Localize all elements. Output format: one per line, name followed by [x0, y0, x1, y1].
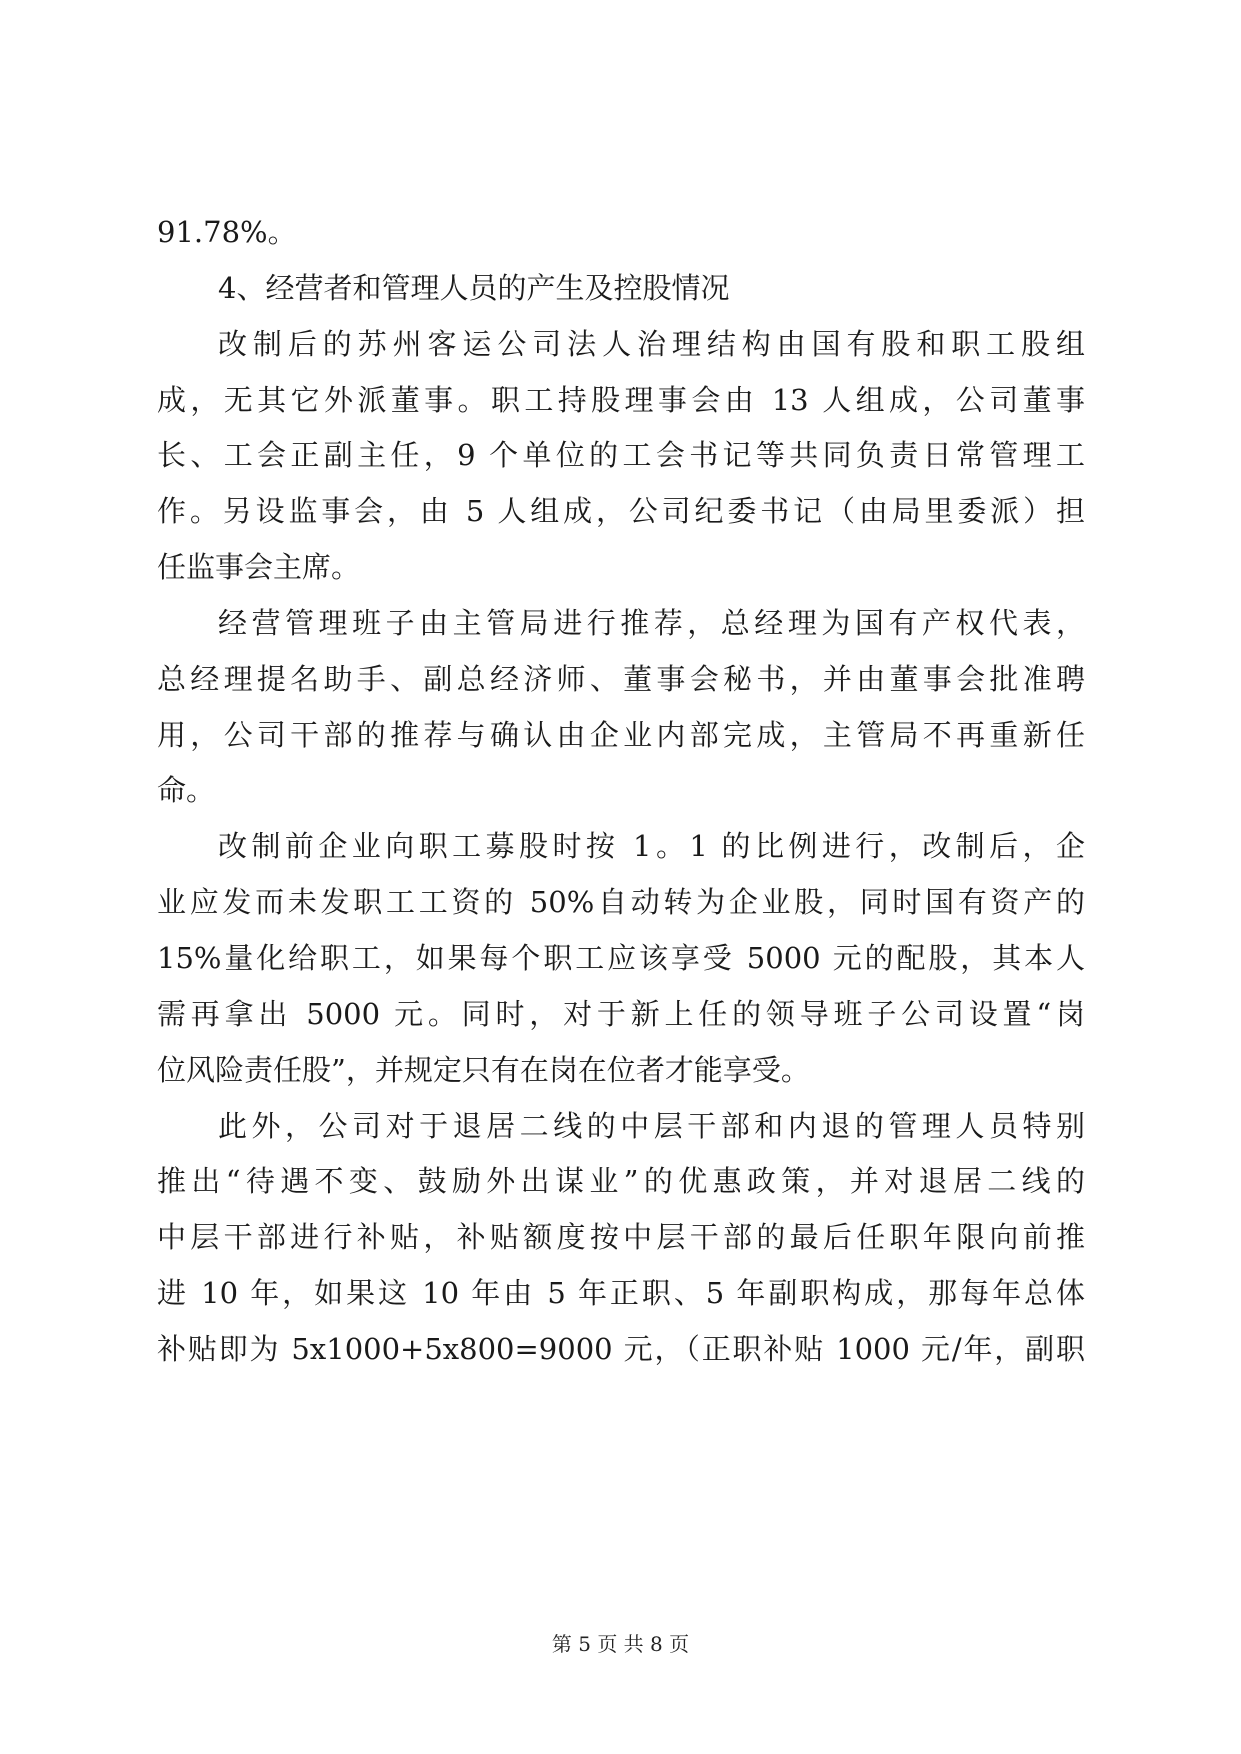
- text-line: 用，公司干部的推荐与确认由企业内部完成，主管局不再重新任: [157, 717, 1085, 752]
- text-line: 命。: [157, 773, 216, 808]
- text-line: 位风险责任股”，并规定只有在岗在位者才能享受。: [157, 1052, 810, 1087]
- text-line: 推出“待遇不变、鼓励外出谋业”的优惠政策，并对退居二线的: [157, 1164, 1085, 1199]
- text-line: 91.78%。: [157, 215, 297, 249]
- text-line: 补贴即为 5x1000+5x800=9000 元，（正职补贴 1000 元/年，副职: [157, 1331, 1085, 1366]
- text-line: 中层干部进行补贴，补贴额度按中层干部的最后任职年限向前推: [157, 1220, 1085, 1255]
- text-line: 成，无其它外派董事。职工持股理事会由 13 人组成，公司董事: [157, 382, 1085, 417]
- text-line: 业应发而未发职工工资的 50%自动转为企业股，同时国有资产的: [157, 885, 1085, 920]
- text-line: 4、经营者和管理人员的产生及控股情况: [218, 270, 730, 305]
- document-body: [157, 205, 1085, 1378]
- text-line: 总经理提名助手、副总经济师、董事会秘书，并由董事会批准聘: [157, 661, 1085, 696]
- text-line: 进 10 年，如果这 10 年由 5 年正职、5 年副职构成，那每年总体: [157, 1276, 1085, 1311]
- text-line: 此外，公司对于退居二线的中层干部和内退的管理人员特别: [218, 1108, 1085, 1143]
- text-line: 长、工会正副主任，9 个单位的工会书记等共同负责日常管理工: [157, 438, 1085, 473]
- text-line: 作。另设监事会，由 5 人组成，公司纪委书记（由局里委派）担: [157, 494, 1085, 529]
- text-line: 改制前企业向职工募股时按 1。1 的比例进行，改制后，企: [218, 829, 1085, 864]
- text-line: 经营管理班子由主管局进行推荐，总经理为国有产权代表，: [218, 605, 1085, 640]
- text-line: 改制后的苏州客运公司法人治理结构由国有股和职工股组: [218, 326, 1085, 361]
- text-line: 需再拿出 5000 元。同时，对于新上任的领导班子公司设置“岗: [157, 996, 1085, 1031]
- text-line: 15%量化给职工，如果每个职工应该享受 5000 元的配股，其本人: [157, 940, 1085, 975]
- page-footer: 第 5 页 共 8 页: [551, 1632, 690, 1656]
- text-line: 任监事会主席。: [157, 550, 361, 585]
